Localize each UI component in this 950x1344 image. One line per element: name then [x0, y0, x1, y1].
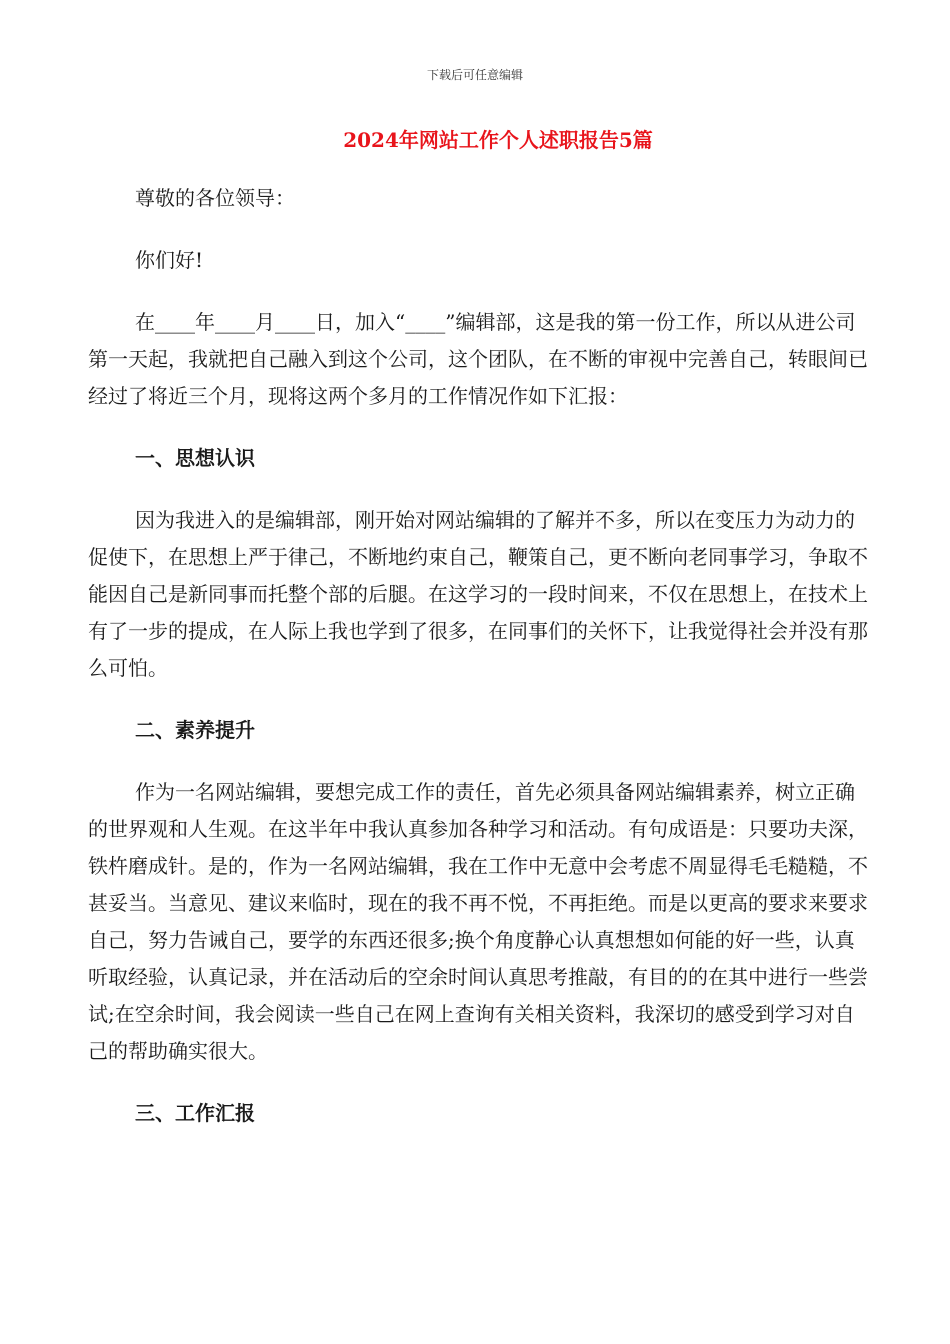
section-heading-thinking: 一、思想认识 — [135, 446, 255, 470]
section-body-thinking: 因为我进入的是编辑部，刚开始对网站编辑的了解并不多，所以在变压力为动力的促使下，在思想上严于律己，不断地约束自己，鞭策自己，更不断向老同事学习，争取不能因自己是新同事而托整个部的后腿。在这学习的一段时间来，不仅在思想上，在技术上有了一步的提成，在人际上我也学到了很多，在同事们的关怀下，让我觉得社会并没有那么可怕。 — [88, 508, 868, 680]
salutation: 尊敬的各位领导： — [135, 186, 295, 210]
section-heading-work-report: 三、工作汇报 — [135, 1101, 255, 1125]
document-body — [88, 180, 868, 1157]
greeting: 你们好! — [135, 248, 204, 272]
section-heading-quality: 二、素养提升 — [135, 718, 255, 742]
section-body-quality: 作为一名网站编辑，要想完成工作的责任，首先必须具备网站编辑素养，树立正确的世界观和人生观。在这半年中我认真参加各种学习和活动。有句成语是：只要功夫深，铁杵磨成针。是的，作为一名网站编辑，我在工作中无意中会考虑不周显得毛毛糙糙，不甚妥当。当意见、建议来临时，现在的我不再不悦，不再拒绝。而是以更高的要求来要求自己，努力告诫自己，要学的东西还很多;换个角度静心认真想想如何能的好一些，认真听取经验，认真记录，并在活动后的空余时间认真思考推敲，有目的的在其中进行一些尝试;在空余时间，我会阅读一些自己在网上查询有关相关资料，我深切的感受到学习对自己的帮助确实很大。 — [88, 780, 868, 1063]
document-title: 2024年网站工作个人述职报告5篇 — [343, 128, 653, 152]
header-note: 下载后可任意编辑 — [426, 68, 523, 82]
intro-paragraph: 在____年____月____日，加入“____”编辑部，这是我的第一份工作，所以从进公司第一天起，我就把自己融入到这个公司，这个团队，在不断的审视中完善自己，转眼间已经过了将近三个月，现将这两个多月的工作情况作如下汇报： — [88, 310, 868, 408]
